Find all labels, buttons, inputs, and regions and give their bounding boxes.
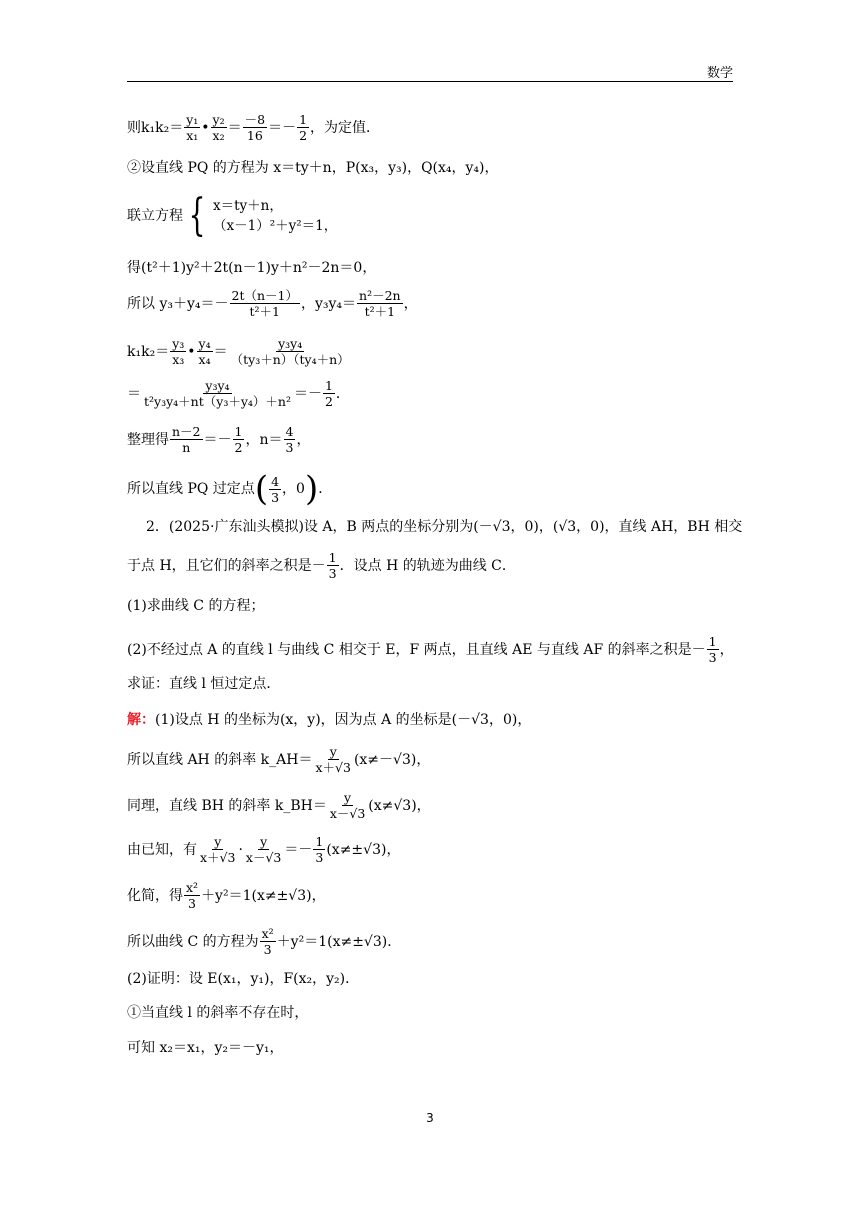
solution-line-1 bbox=[127, 710, 531, 730]
numerator: y bbox=[260, 834, 268, 849]
denominator: 3 bbox=[271, 489, 280, 505]
denominator: x₄ bbox=[198, 352, 211, 367]
text: 所以直线 PQ 过定点 bbox=[127, 481, 255, 497]
text: 所以直线 AH 的斜率 k_AH＝ bbox=[127, 751, 313, 768]
text: ， bbox=[296, 431, 311, 448]
fraction bbox=[184, 880, 200, 911]
fraction bbox=[269, 474, 281, 505]
text: ＝－ bbox=[293, 385, 322, 402]
brace: { bbox=[188, 190, 206, 241]
fraction bbox=[229, 336, 352, 367]
right-paren: ) bbox=[304, 469, 319, 509]
solution-line-8: ①当直线 l 的斜率不存在时， bbox=[127, 1005, 309, 1021]
text: ＝－ bbox=[284, 841, 313, 858]
denominator: x₃ bbox=[172, 352, 185, 367]
fraction bbox=[243, 112, 267, 143]
solution-line-7: (2)证明：设 E(x₁，y₁)，F(x₂，y₂)． bbox=[127, 971, 360, 987]
fraction bbox=[323, 378, 335, 409]
text: ＋y²＝1(x≠±√3)， bbox=[201, 887, 326, 904]
denominator: x₁ bbox=[186, 128, 199, 143]
denominator: 3 bbox=[708, 650, 717, 665]
denominator: 2 bbox=[324, 394, 333, 409]
numerator: 1 bbox=[708, 634, 717, 649]
question-2-line-2: 求证：直线 l 恒过定点． bbox=[127, 676, 281, 692]
left-paren: ( bbox=[254, 469, 269, 509]
text-line-4: 得(t²＋1)y²＋2t(n－1)y＋n²－2n＝0， bbox=[127, 260, 377, 276]
solution-line-6 bbox=[127, 926, 401, 957]
page-header-subject: 数学 bbox=[706, 66, 733, 81]
numerator: y₃ bbox=[172, 336, 185, 351]
fraction bbox=[170, 424, 203, 455]
text: 所以 y₃＋y₄＝－ bbox=[127, 295, 229, 312]
denominator: x－√3 bbox=[245, 850, 282, 865]
fraction bbox=[707, 634, 719, 665]
text: · bbox=[238, 841, 243, 858]
text: 由已知，有 bbox=[127, 841, 197, 858]
fraction bbox=[244, 834, 283, 865]
text: • bbox=[201, 119, 210, 136]
text: (x≠√3)， bbox=[368, 797, 431, 814]
solution-label: 解： bbox=[127, 712, 155, 728]
question-1: (1)求曲线 C 的方程； bbox=[127, 598, 265, 614]
fraction bbox=[211, 112, 227, 143]
text: (1)设点 H 的坐标为(x，y)，因为点 A 的坐标是(－√3，0)， bbox=[155, 712, 532, 728]
numerator: 1 bbox=[315, 834, 324, 849]
text: ＋y²＝1(x≠±√3)． bbox=[276, 933, 402, 950]
denominator: x－√3 bbox=[329, 806, 366, 821]
fraction bbox=[327, 550, 339, 581]
fraction bbox=[184, 112, 200, 143]
denominator: 3 bbox=[188, 896, 196, 911]
system-row-2: （x－1）²＋y²＝1， bbox=[213, 218, 338, 234]
fraction bbox=[230, 288, 300, 319]
text: 同理，直线 BH 的斜率 k_BH＝ bbox=[127, 797, 327, 814]
text: ＝－ bbox=[203, 431, 232, 448]
numerator: 1 bbox=[324, 378, 333, 393]
problem-2-line-2 bbox=[127, 550, 516, 581]
text: 化简，得 bbox=[127, 887, 183, 904]
denominator: 16 bbox=[246, 128, 263, 143]
page-number: 3 bbox=[426, 1111, 434, 1125]
numerator: y₂ bbox=[212, 112, 225, 127]
equation-line-9 bbox=[127, 469, 333, 509]
denominator: t²＋1 bbox=[364, 304, 396, 319]
equation-system bbox=[127, 190, 338, 241]
text: (x≠－√3)， bbox=[353, 751, 431, 768]
denominator: 3 bbox=[285, 440, 294, 455]
text: ．设点 H 的轨迹为曲线 C． bbox=[339, 557, 516, 574]
denominator: 3 bbox=[328, 566, 337, 581]
numerator: －8 bbox=[244, 112, 266, 127]
fraction bbox=[357, 288, 403, 319]
numerator: y bbox=[344, 790, 352, 805]
text: 整理得 bbox=[127, 431, 169, 448]
fraction bbox=[233, 424, 245, 455]
text-line-2: ②设直线 PQ 的方程为 x＝ty＋n，P(x₃，y₃)，Q(x₄，y₄)， bbox=[127, 160, 499, 176]
numerator: n－2 bbox=[172, 424, 201, 439]
numerator: y₃y₄ bbox=[278, 336, 303, 351]
numerator: y bbox=[329, 744, 337, 759]
numerator: 1 bbox=[328, 550, 337, 565]
equation-line-6 bbox=[127, 336, 353, 367]
text: ，n＝ bbox=[245, 431, 283, 448]
denominator: 3 bbox=[263, 942, 272, 957]
equation-line-8 bbox=[127, 424, 310, 455]
text: ＝ bbox=[127, 385, 141, 402]
text: (x≠±√3)， bbox=[326, 841, 401, 858]
fraction bbox=[170, 336, 186, 367]
solution-line-3 bbox=[127, 790, 431, 821]
solution-line-9: 可知 x₂＝x₁，y₂＝－y₁， bbox=[127, 1040, 284, 1056]
text: ＝ bbox=[213, 343, 228, 360]
solution-line-5 bbox=[127, 880, 326, 911]
numerator: x² bbox=[186, 880, 199, 895]
text: ． bbox=[318, 481, 333, 497]
equation-line-7 bbox=[127, 378, 350, 409]
header-rule bbox=[127, 81, 733, 82]
numerator: 1 bbox=[234, 424, 243, 439]
numerator: x² bbox=[261, 926, 274, 941]
fraction bbox=[142, 378, 293, 409]
numerator: 4 bbox=[285, 424, 294, 439]
text: 所以曲线 C 的方程为 bbox=[127, 933, 259, 950]
denominator: x₂ bbox=[212, 128, 225, 143]
text: (2)不经过点 A 的直线 l 与曲线 C 相交于 E，F 两点，且直线 AE 与直线 AF 的斜率之积是－ bbox=[127, 641, 706, 658]
text: ＝ bbox=[227, 119, 242, 136]
denominator: t²＋1 bbox=[249, 304, 280, 319]
numerator: y₄ bbox=[198, 336, 211, 351]
fraction bbox=[297, 112, 309, 143]
text: ， bbox=[403, 295, 418, 312]
text: ． bbox=[335, 385, 350, 402]
denominator: 3 bbox=[315, 850, 324, 865]
text: 联立方程 bbox=[127, 208, 183, 224]
numerator: y₁ bbox=[186, 112, 199, 127]
numerator: 4 bbox=[271, 473, 280, 489]
numerator: n²－2n bbox=[359, 288, 401, 303]
equation-line-1 bbox=[127, 112, 380, 143]
fraction bbox=[313, 744, 352, 775]
text: k₁k₂＝ bbox=[141, 119, 184, 136]
denominator: （ty₃＋n）（ty₄＋n） bbox=[230, 352, 350, 367]
problem-2-line-1: 2．(2025·广东汕头模拟)设 A，B 两点的坐标分别为(－√3，0)，(√3，0)，直线 AH，BH 相交 bbox=[146, 519, 743, 535]
text: 则 bbox=[127, 119, 141, 136]
denominator: n bbox=[182, 440, 191, 455]
question-2-line-1 bbox=[127, 634, 734, 665]
text: ＝－ bbox=[268, 119, 297, 136]
text: • bbox=[187, 343, 196, 360]
fraction bbox=[284, 424, 296, 455]
denominator: x＋√3 bbox=[200, 850, 236, 865]
fraction bbox=[260, 926, 276, 957]
fraction bbox=[197, 336, 213, 367]
text: ，0 bbox=[282, 481, 305, 497]
text: 于点 H，且它们的斜率之积是－ bbox=[127, 557, 326, 574]
brace-system bbox=[183, 190, 338, 241]
solution-line-2 bbox=[127, 744, 430, 775]
text: ， bbox=[719, 641, 734, 658]
numerator: y bbox=[214, 834, 222, 849]
fraction bbox=[328, 790, 367, 821]
numerator: y₃y₄ bbox=[205, 378, 230, 393]
denominator: 2 bbox=[299, 128, 308, 143]
fraction bbox=[313, 834, 325, 865]
numerator: 1 bbox=[299, 112, 308, 127]
text: ，为定值． bbox=[310, 119, 381, 136]
denominator: x＋√3 bbox=[315, 760, 351, 775]
fraction bbox=[198, 834, 237, 865]
text: ，y₃y₄＝ bbox=[300, 295, 357, 312]
numerator: 2t（n－1） bbox=[231, 288, 298, 303]
solution-line-4 bbox=[127, 834, 400, 865]
text: k₁k₂＝ bbox=[127, 343, 170, 360]
denominator: t²y₃y₄＋nt（y₃＋y₄）＋n² bbox=[144, 394, 291, 409]
denominator: 2 bbox=[234, 440, 243, 455]
equation-line-5 bbox=[127, 288, 418, 319]
system-row-1: x＝ty＋n， bbox=[213, 198, 283, 214]
